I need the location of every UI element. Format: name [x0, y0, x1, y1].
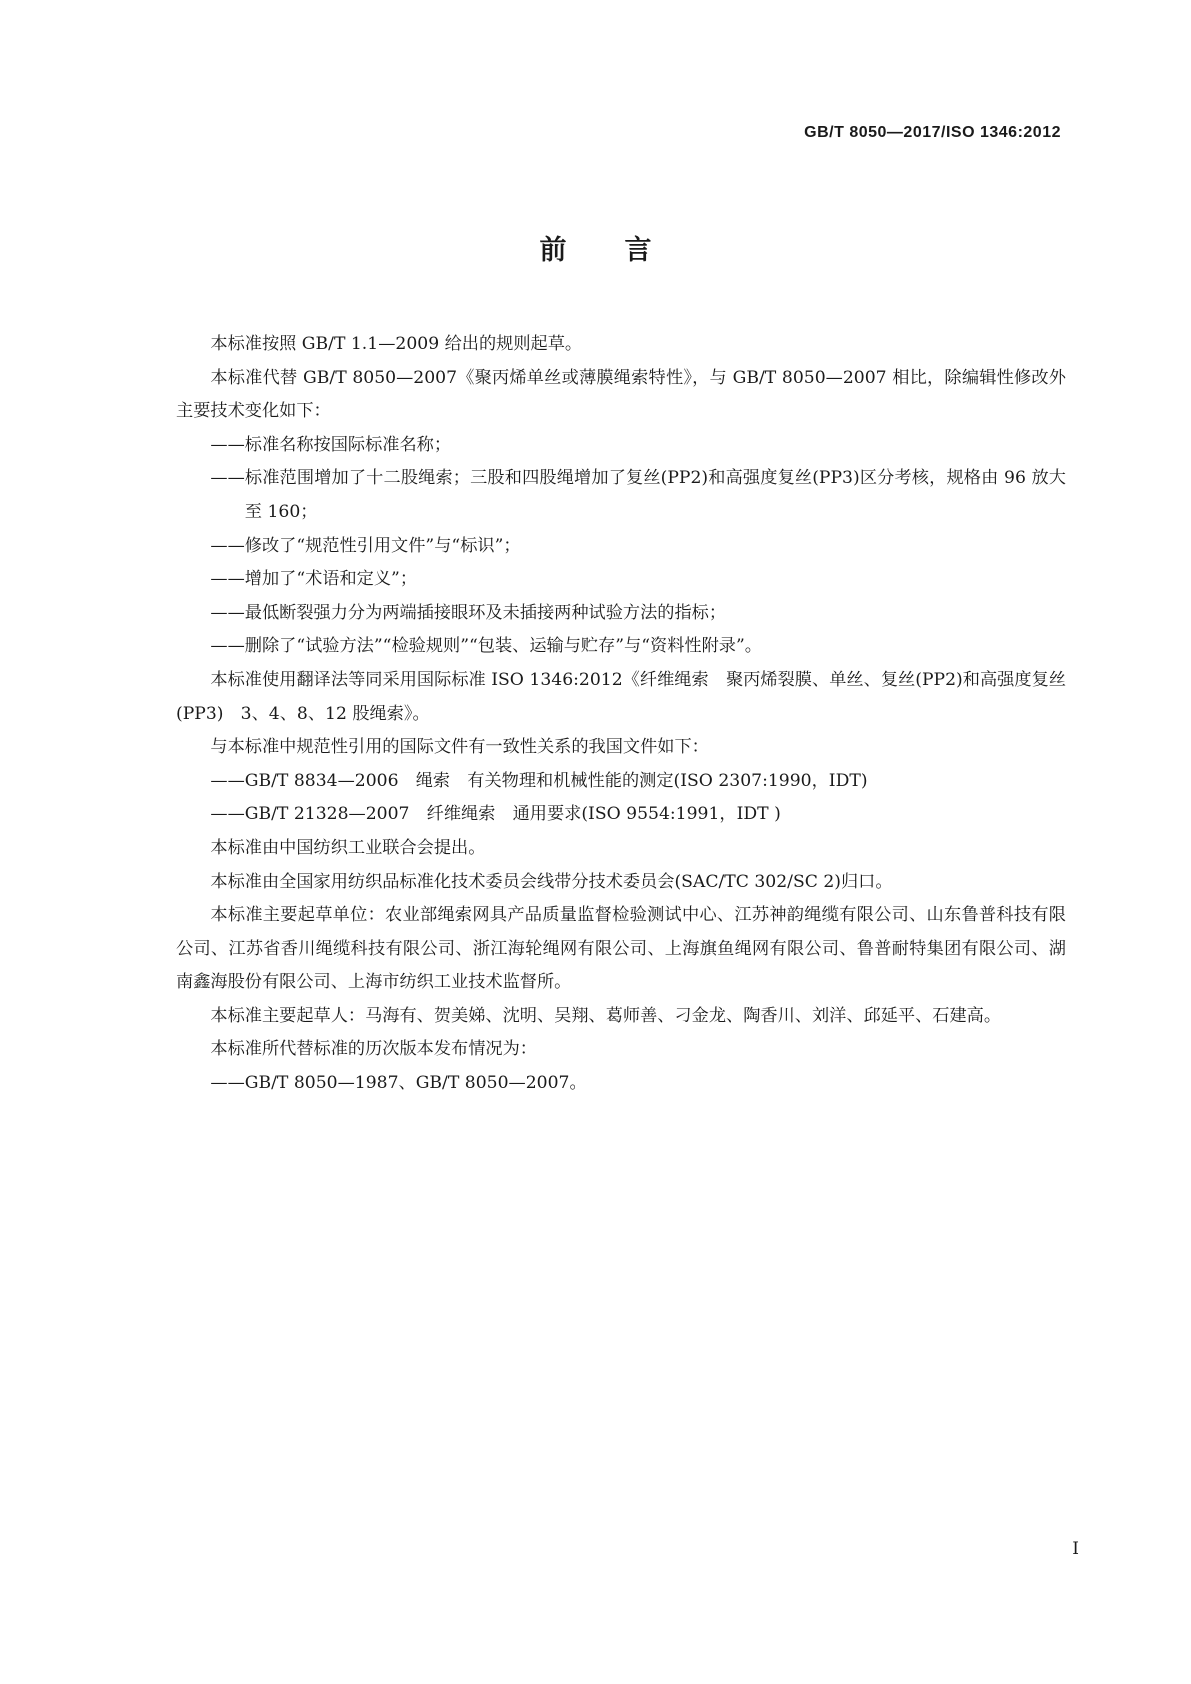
related-doc-item: ——GB/T 8834—2006 绳索 有关物理和机械性能的测定(ISO 2307:1990，IDT)	[210, 770, 868, 791]
change-item: ——修改了“规范性引用文件”与“标识”；	[210, 535, 521, 556]
change-item: ——最低断裂强力分为两端插接眼环及未插接两种试验方法的指标；	[210, 602, 727, 623]
paragraph-committee: 本标准由全国家用纺织品标准化技术委员会线带分技术委员会(SAC/TC 302/SC 2)归口。	[210, 871, 893, 892]
change-item: ——标准名称按国际标准名称；	[210, 434, 452, 455]
paragraph-previous-editions: 本标准所代替标准的历次版本发布情况为：	[210, 1039, 537, 1060]
standard-code-header: GB/T 8050—2017/ISO 1346:2012	[804, 124, 1061, 141]
paragraph-related-docs: 与本标准中规范性引用的国际文件有一致性关系的我国文件如下：	[210, 737, 709, 758]
previous-edition-item: ——GB/T 8050—1987、GB/T 8050—2007。	[210, 1073, 587, 1094]
paragraph-proposer: 本标准由中国纺织工业联合会提出。	[210, 837, 486, 858]
paragraph-drafting-rules: 本标准按照 GB/T 1.1—2009 给出的规则起草。	[210, 334, 583, 354]
related-doc-item: ——GB/T 21328—2007 纤维绳索 通用要求(ISO 9554:1991，IDT )	[210, 804, 781, 825]
paragraph-replacement: 本标准代替 GB/T 8050—2007《聚丙烯单丝或薄膜绳索特性》，与 GB/T 8050—2007 相比，除编辑性修改外主要技术变化如下：	[176, 367, 1066, 422]
change-item: ——删除了“试验方法”“检验规则”“包装、运输与贮存”与“资料性附录”。	[210, 636, 762, 657]
paragraph-drafters: 本标准主要起草人：马海有、贺美娣、沈明、吴翔、葛师善、刁金龙、陶香川、刘洋、邱延平、石建高。	[210, 1005, 1002, 1026]
paragraph-drafting-units: 本标准主要起草单位：农业部绳索网具产品质量监督检验测试中心、江苏神韵绳缆有限公司、山东鲁普科技有限公司、江苏省香川绳缆科技有限公司、浙江海轮绳网有限公司、上海旗鱼绳网有限公司、鲁普耐特集团有限公司、湖南鑫海股份有限公司、上海市纺织工业技术监督所。	[176, 905, 1066, 993]
page-number: I	[1072, 1539, 1079, 1559]
preface-body	[176, 328, 1066, 1101]
page-title: 前言	[539, 235, 710, 266]
change-item: ——标准范围增加了十二股绳索；三股和四股绳增加了复丝(PP2)和高强度复丝(PP3)区分考核，规格由 96 放大至 160；	[210, 468, 1066, 522]
paragraph-adoption: 本标准使用翻译法等同采用国际标准 ISO 1346:2012《纤维绳索 聚丙烯裂膜、单丝、复丝(PP2)和高强度复丝(PP3) 3、4、8、12 股绳索》。	[176, 669, 1066, 724]
change-item: ——增加了“术语和定义”；	[210, 569, 418, 590]
